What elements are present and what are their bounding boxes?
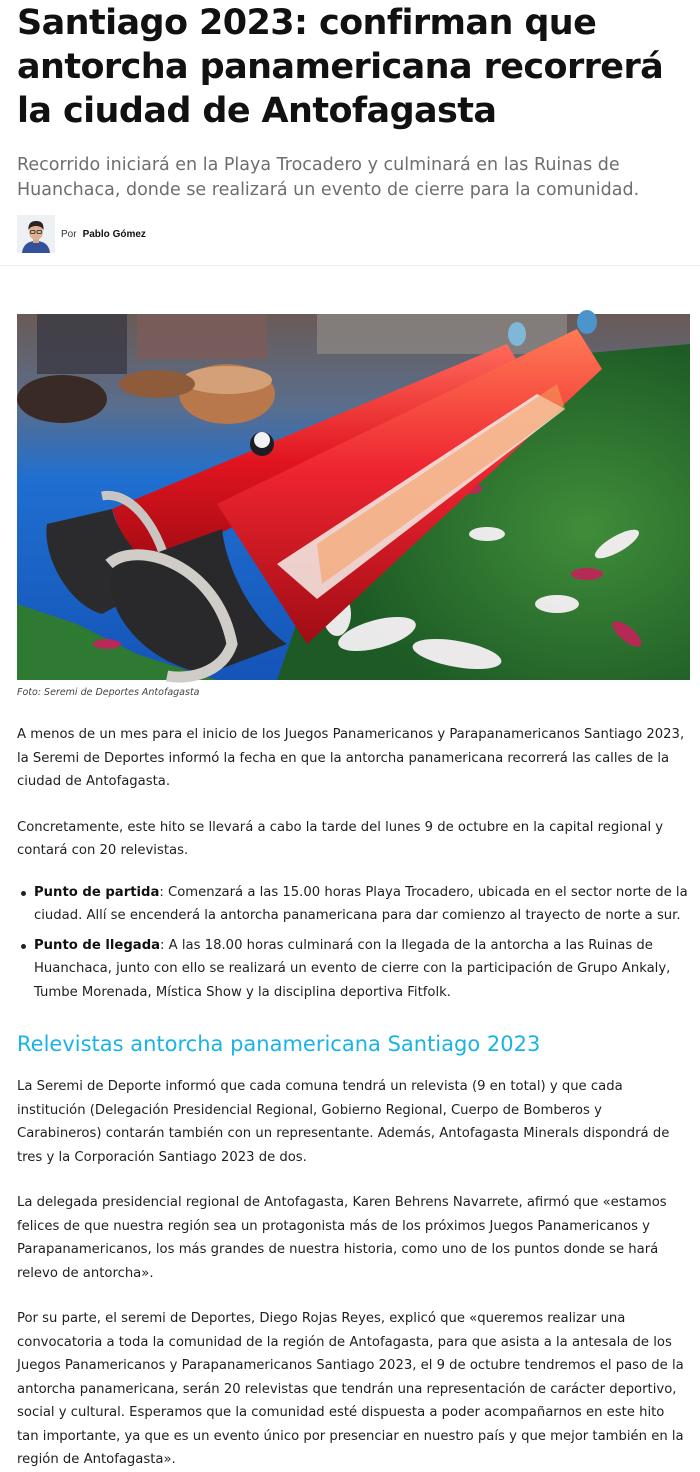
byline xyxy=(17,214,683,254)
body-paragraph: La delegada presidencial regional de Antofagasta, Karen Behrens Navarrete, afirmó que «estamos felices de que nuestra región sea un protagonista más de los próximos Juegos Panamericanos y Parapanamericanos, los más grandes de nuestra historia, como uno de los puntos donde se hará relevo de antorcha». xyxy=(17,1195,667,1281)
list-item xyxy=(17,934,688,1005)
body-paragraph: A menos de un mes para el inicio de los Juegos Panamericanos y Parapanamericanos Santiago 2023, la Seremi de Deportes informó la fecha en que la antorcha panamericana recorrerá las calles de la ciudad de Antofagasta. xyxy=(17,727,685,789)
section-heading: Relevistas antorcha panamericana Santiago 2023 xyxy=(17,1032,541,1056)
article-subtitle: Recorrido iniciará en la Playa Trocadero y culminará en las Ruinas de Huanchaca, donde se realizará un evento de cierre para la comunidad. xyxy=(17,155,640,200)
torch-photo xyxy=(17,314,690,680)
author-avatar[interactable] xyxy=(17,215,55,253)
list-item-label: Punto de partida xyxy=(34,884,160,900)
body-paragraph: Concretamente, este hito se llevará a cabo la tarde del lunes 9 de octubre en la capital regional y contará con 20 relevistas. xyxy=(17,819,664,858)
article-body xyxy=(0,723,700,1472)
key-points-list xyxy=(17,881,688,1005)
lead-figure xyxy=(17,314,690,700)
body-paragraph: La Seremi de Deporte informó que cada comuna tendrá un relevista (9 en total) y que cada institución (Delegación Presidencial Regional, Gobierno Regional, Cuerpo de Bomberos y Carabineros) contarán también con un representante. Además, Antofagasta Minerals dispondrá de tres y la Corporación Santiago 2023 de dos. xyxy=(17,1079,670,1165)
photo-caption: Foto: Seremi de Deportes Antofagasta xyxy=(17,687,200,698)
article-title: Santiago 2023: confirman que antorcha panamericana recorrerá la ciudad de Antofagasta xyxy=(17,3,664,131)
body-paragraph: Por su parte, el seremi de Deportes, Diego Rojas Reyes, explicó que «queremos realizar una convocatoria a toda la comunidad de la región de Antofagasta, para que asista a la antesala de los Juegos Panamericanos y Parapanamericanos Santiago 2023, el 9 de octubre tendremos el paso de la antorcha panamericana, serán 20 relevistas que tendrán una representación de carácter deportivo, social y cultural. Esperamos que la comunidad esté dispuesta a poder acompañarnos en este hito tan importante, ya que es un evento único por presenciar en nuestro país y que mejor también en la región de Antofagasta». xyxy=(17,1311,684,1467)
list-item xyxy=(17,881,688,928)
author-avatar-image xyxy=(17,215,55,253)
list-item-text: : A las 18.00 horas culminará con la llegada de la antorcha a las Ruinas de Huanchaca, junto con ello se realizará un evento de cierre con la participación de Grupo Ankaly, Tumbe Morenada, Mística Show y la disciplina deportiva Fitfolk. xyxy=(34,937,671,1000)
author-name[interactable]: Pablo Gómez xyxy=(82,228,146,240)
list-item-label: Punto de llegada xyxy=(34,937,161,953)
article-header xyxy=(0,1,700,254)
list-item-text: : Comenzará a las 15.00 horas Playa Trocadero, ubicada en el sector norte de la ciudad. Allí se encenderá la antorcha panamericana para dar comienzo al trayecto de norte a sur. xyxy=(34,884,688,923)
header-divider xyxy=(0,265,700,266)
byline-prefix: Por xyxy=(61,228,77,240)
